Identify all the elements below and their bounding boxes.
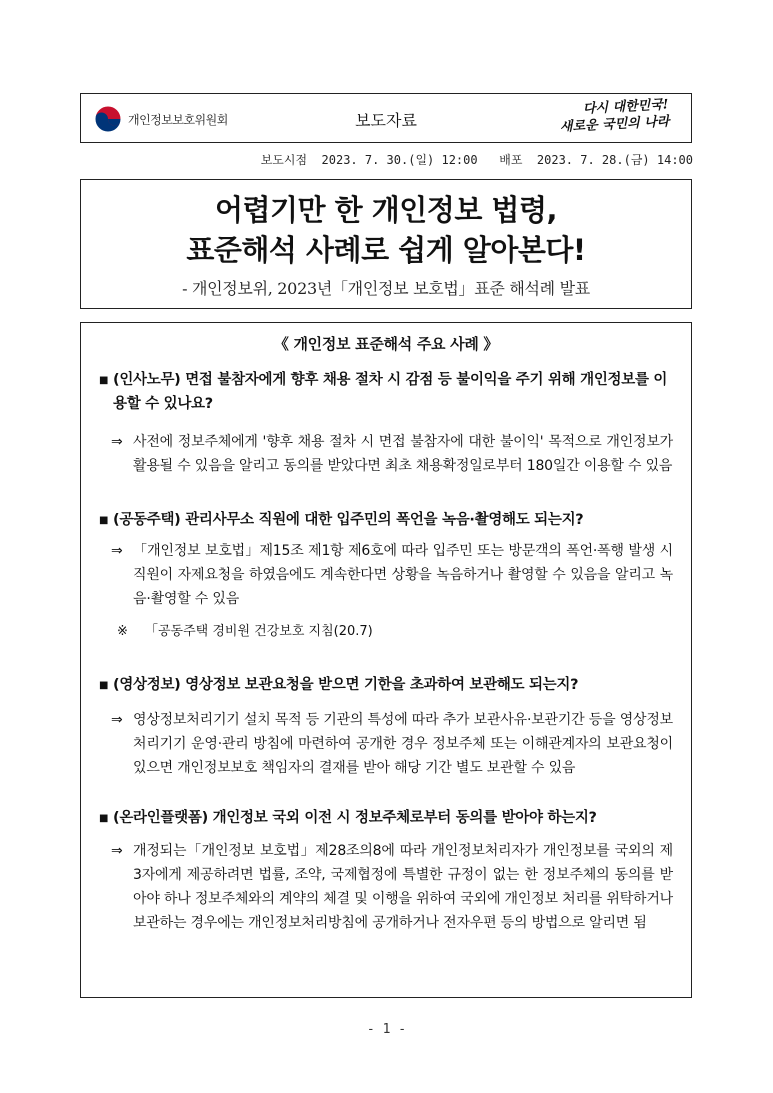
case-answer (99, 430, 673, 478)
main-title-line-1: 어렵기만 한 개인정보 법령, (215, 193, 557, 227)
case-item (99, 368, 673, 478)
case-item (99, 508, 673, 643)
case-item (99, 673, 673, 780)
arrow-icon: ⇒ (111, 843, 123, 859)
slogan-logo (528, 96, 670, 137)
reference-mark-icon: ※ (117, 624, 128, 639)
answer-text: 「개인정보 보호법」제15조 제1항 제6호에 따라 입주민 또는 방문객의 폭언·폭행 발생 시 직원이 자제요청을 하였음에도 계속한다면 상황을 녹음하거나 촬영할 수 있음을 알리고 녹음·촬영할 수 있음 (133, 543, 673, 607)
organization-name: 개인정보보호위원회 (128, 112, 228, 127)
main-title-line-2: 표준해석 사례로 쉽게 알아본다! (186, 233, 586, 267)
answer-text: 사전에 정보주체에게 '향후 채용 절차 시 면접 불참자에 대한 불이익' 목적으로 개인정보가 활용될 수 있음을 알리고 동의를 받았다면 최초 채용확정일로부터 180일간 이용할 수 있음 (133, 434, 673, 474)
case-answer (99, 839, 673, 935)
square-bullet-icon: ■ (99, 515, 109, 526)
slogan-line-2: 새로운 국민의 나라 (559, 114, 670, 136)
question-text: (공동주택) 관리사무소 직원에 대한 입주민의 폭언을 녹음·촬영해도 되는지? (113, 512, 584, 528)
arrow-icon: ⇒ (111, 712, 123, 728)
question-text: (온라인플랫폼) 개인정보 국외 이전 시 정보주체로부터 동의를 받아야 하는지? (113, 810, 597, 826)
question-text: (영상정보) 영상정보 보관요청을 받으면 기한을 초과하여 보관해도 되는지? (113, 677, 579, 693)
page-number: - 1 - (366, 1022, 407, 1037)
case-question (99, 806, 673, 831)
case-question (99, 673, 673, 698)
content-box (80, 322, 692, 998)
press-release-header (80, 93, 692, 143)
title-box (80, 179, 692, 309)
document-type: 보도자료 (355, 111, 417, 130)
case-answer (99, 708, 673, 780)
case-answer (99, 539, 673, 611)
release-dates: 보도시점 2023. 7. 30.(일) 12:00 배포 2023. 7. 28.(금) 14:00 (260, 153, 693, 167)
answer-text: 개정되는「개인정보 보호법」제28조의8에 따라 개인정보처리자가 개인정보를 국외의 제3자에게 제공하려면 법률, 조약, 국제협정에 특별한 규정이 없는 한 정보주체의 동의를 받아야 하나 정보주체와의 계약의 체결 및 이행을 위하여 국외에 개인정보 처리를 위탁하거나 보관하는 경우에는 개인정보처리방침에 공개하거나 전자우편 등의 방법으로 알리면 됨 (133, 843, 673, 931)
question-text: (인사노무) 면접 불참자에게 향후 채용 절차 시 감점 등 불이익을 주기 위해 개인정보를 이용할 수 있나요? (113, 372, 668, 412)
case-note (99, 621, 673, 643)
square-bullet-icon: ■ (99, 375, 109, 386)
case-question (99, 508, 673, 533)
note-text: 「공동주택 경비원 건강보호 지침(20.7) (145, 624, 373, 639)
answer-text: 영상정보처리기기 설치 목적 등 기관의 특성에 따라 추가 보관사유·보관기간 등을 영상정보처리기기 운영·관리 방침에 마련하여 공개한 경우 정보주체 또는 이해관계자의 보관요청이 있으면 개인정보보호 책임자의 결재를 받아 해당 기간 별도 보관할 수 있음 (133, 712, 673, 776)
arrow-icon: ⇒ (111, 543, 123, 559)
section-heading: 《 개인정보 표준해석 주요 사례 》 (273, 335, 499, 353)
square-bullet-icon: ■ (99, 813, 109, 824)
subtitle: - 개인정보위, 2023년「개인정보 보호법」표준 해석례 발표 (182, 279, 590, 298)
slogan-line-1: 다시 대한민국! (582, 97, 669, 117)
arrow-icon: ⇒ (111, 434, 123, 450)
square-bullet-icon: ■ (99, 680, 109, 691)
case-item (99, 806, 673, 935)
case-question (99, 368, 673, 416)
